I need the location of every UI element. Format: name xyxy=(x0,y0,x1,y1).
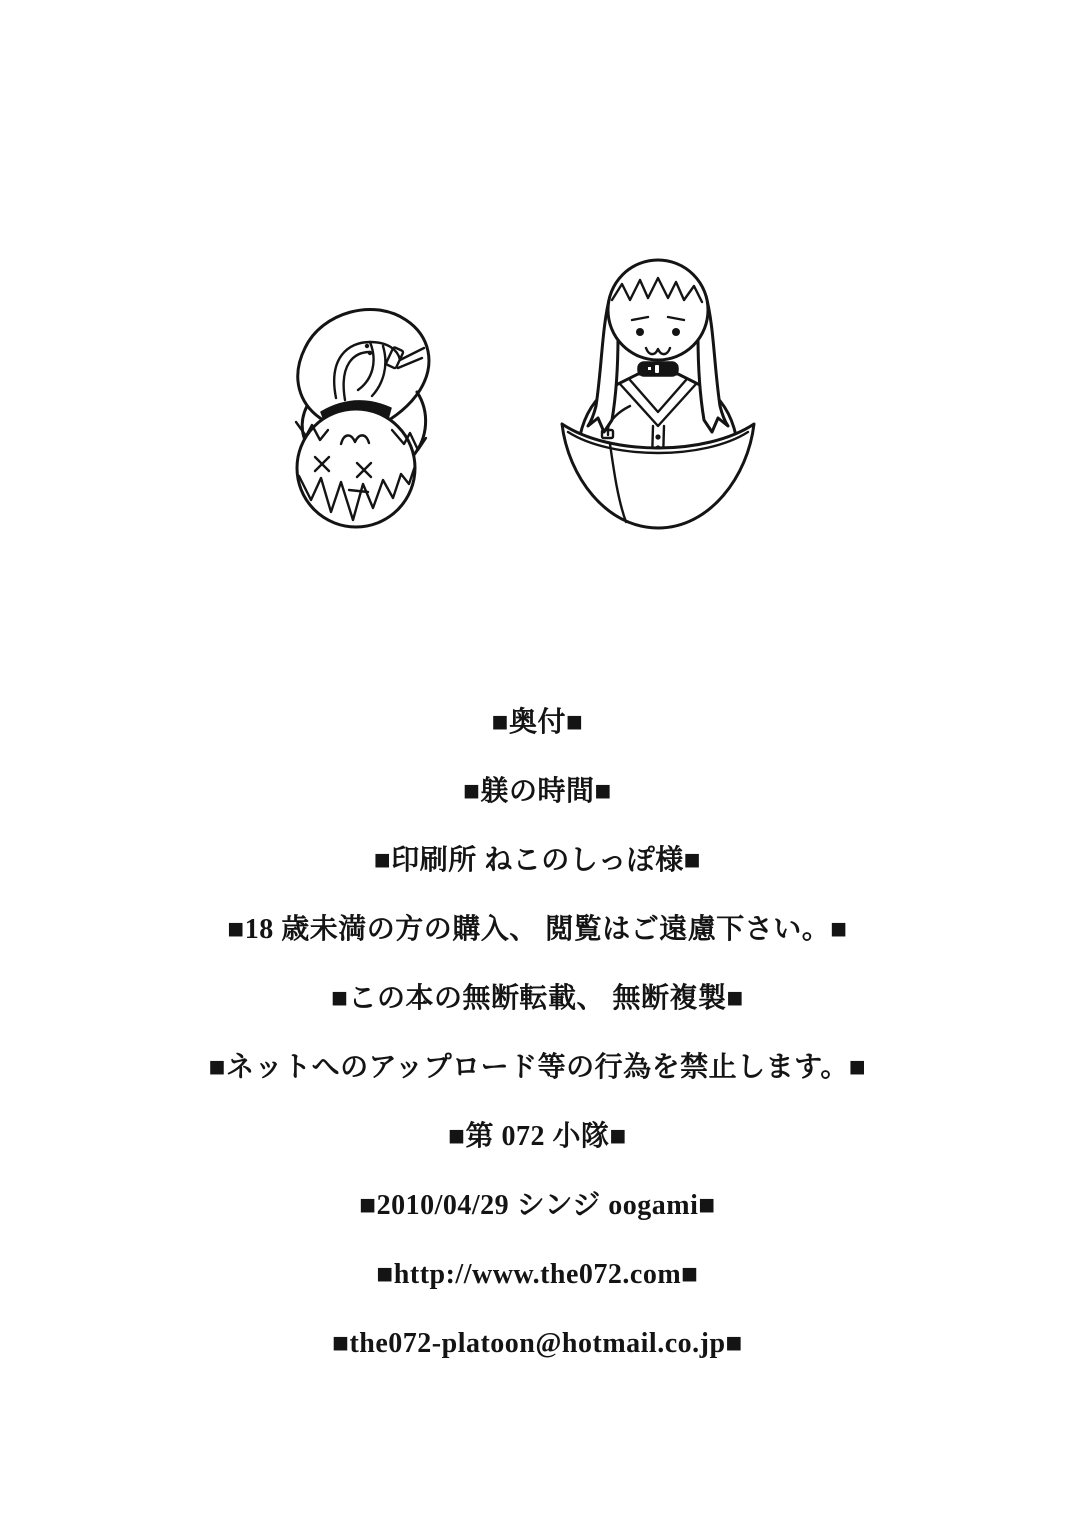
publication-date-author: ■2010/04/29 シンジ oogami■ xyxy=(359,1190,716,1221)
colophon-text xyxy=(0,688,1075,1378)
no-reproduction-notice: ■この本の無断転載、 無断複製■ xyxy=(331,983,744,1014)
age-restriction-notice: ■18 歳未満の方の購入、 閲覧はご遠慮下さい。■ xyxy=(227,914,848,945)
upright-doll-head xyxy=(608,260,708,360)
printer-credit: ■印刷所 ねこのしっぽ様■ xyxy=(373,845,702,876)
eye-icon xyxy=(672,328,680,336)
website-url: ■http://www.the072.com■ xyxy=(376,1259,699,1290)
circle-name: ■第 072 小隊■ xyxy=(448,1121,627,1152)
okuzuke-header: ■奥付■ xyxy=(491,707,584,738)
book-title: ■躾の時間■ xyxy=(463,776,612,807)
fallen-doll-illustration xyxy=(272,298,444,532)
upright-doll-choker-buckle xyxy=(655,365,659,373)
contact-email: ■the072-platoon@hotmail.co.jp■ xyxy=(332,1328,743,1359)
eye-icon xyxy=(636,328,644,336)
upright-doll-choker-stud xyxy=(648,367,651,370)
no-upload-notice: ■ネットへのアップロード等の行為を禁止します。■ xyxy=(208,1052,867,1083)
upright-doll-illustration xyxy=(556,256,760,536)
